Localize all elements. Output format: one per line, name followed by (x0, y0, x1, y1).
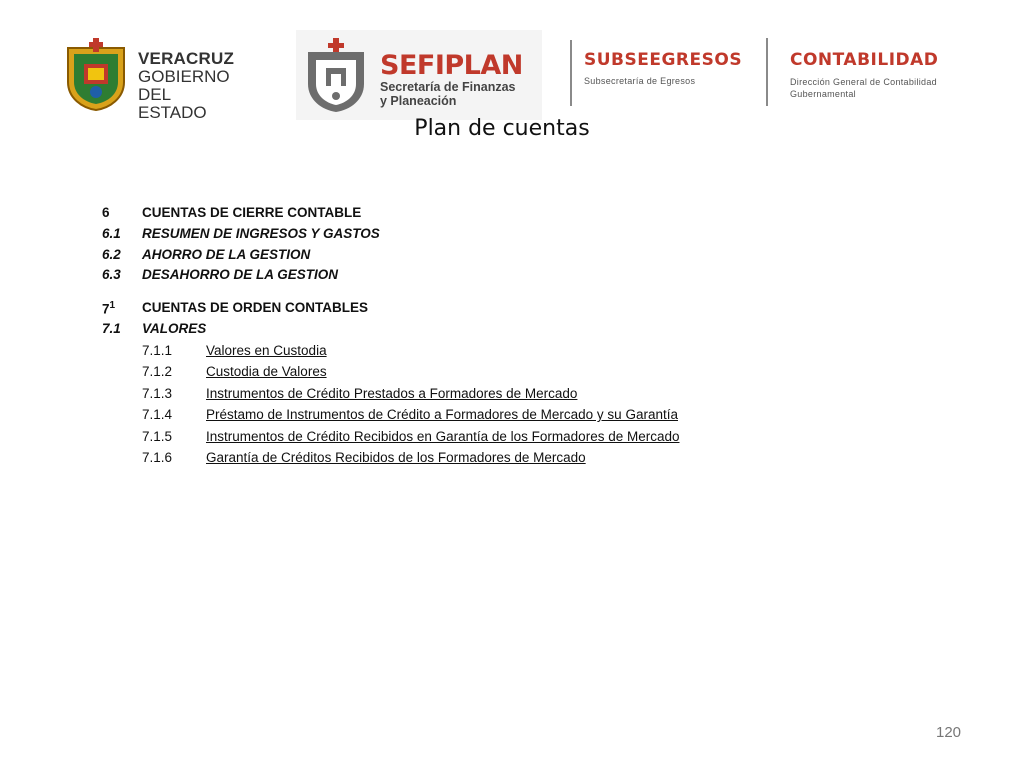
subaccount-code: 7.1.6 (142, 450, 173, 465)
section-code (102, 300, 115, 317)
subaccount-code: 7.1.4 (142, 407, 173, 422)
contabilidad-sub-line1: Dirección General de Contabilidad (790, 77, 937, 87)
veracruz-shield-icon (62, 38, 130, 112)
sefiplan-subtitle (380, 80, 515, 108)
subseegresos-subtitle: Subsecretaría de Egresos (584, 76, 696, 86)
subseegresos-logo (584, 50, 742, 86)
subaccount-label: Préstamo de Instrumentos de Crédito a Formadores de Mercado y su Garantía (206, 407, 678, 422)
sefiplan-shield-icon (304, 38, 368, 114)
section-code: 7.1 (102, 321, 121, 336)
section-label: CUENTAS DE CIERRE CONTABLE (142, 205, 362, 220)
header-divider (766, 38, 768, 106)
contabilidad-sub-line2: Gubernamental (790, 89, 856, 99)
section-code: 6.2 (102, 247, 121, 262)
veracruz-wordmark (138, 50, 242, 122)
veracruz-logo (62, 38, 242, 122)
subaccount-label: Instrumentos de Crédito Recibidos en Garantía de los Formadores de Mercado (206, 429, 680, 444)
section-label: AHORRO DE LA GESTION (142, 247, 311, 262)
veracruz-line1: VERACRUZ (138, 49, 235, 68)
section-code: 6.3 (102, 267, 121, 282)
section-label: RESUMEN DE INGRESOS Y GASTOS (142, 226, 380, 241)
subaccount-label: Instrumentos de Crédito Prestados a Formadores de Mercado (206, 386, 578, 401)
header-divider (570, 40, 572, 106)
veracruz-line2: GOBIERNO (138, 67, 230, 86)
page-title: Plan de cuentas (414, 116, 590, 141)
sefiplan-sub-line1: Secretaría de Finanzas (380, 80, 516, 94)
section-label: DESAHORRO DE LA GESTION (142, 267, 339, 282)
footnote-marker: 1 (109, 300, 116, 311)
subaccount-code: 7.1.5 (142, 429, 173, 444)
subaccount-code: 7.1.1 (142, 343, 173, 358)
page-number: 120 (936, 724, 962, 741)
sefiplan-logo (296, 30, 546, 120)
subaccount-code: 7.1.3 (142, 386, 173, 401)
subseegresos-title: SUBSEEGRESOS (584, 50, 743, 70)
section-code-number: 7 (102, 301, 110, 317)
section-label: CUENTAS DE ORDEN CONTABLES (142, 300, 369, 315)
section-code: 6 (102, 205, 110, 220)
sefiplan-title: SEFIPLAN (380, 50, 523, 81)
section-label: VALORES (142, 321, 207, 336)
section-code: 6.1 (102, 226, 121, 241)
subaccount-label: Valores en Custodia (206, 343, 327, 358)
header-banner (0, 0, 1024, 120)
contabilidad-title: CONTABILIDAD (790, 50, 939, 70)
contabilidad-subtitle (790, 76, 938, 100)
subaccount-code: 7.1.2 (142, 364, 173, 379)
subaccount-label: Custodia de Valores (206, 364, 327, 379)
contabilidad-logo (790, 50, 938, 100)
subaccount-label: Garantía de Créditos Recibidos de los Formadores de Mercado (206, 450, 586, 465)
sefiplan-sub-line2: y Planeación (380, 94, 457, 108)
veracruz-line3: DEL ESTADO (138, 85, 207, 122)
